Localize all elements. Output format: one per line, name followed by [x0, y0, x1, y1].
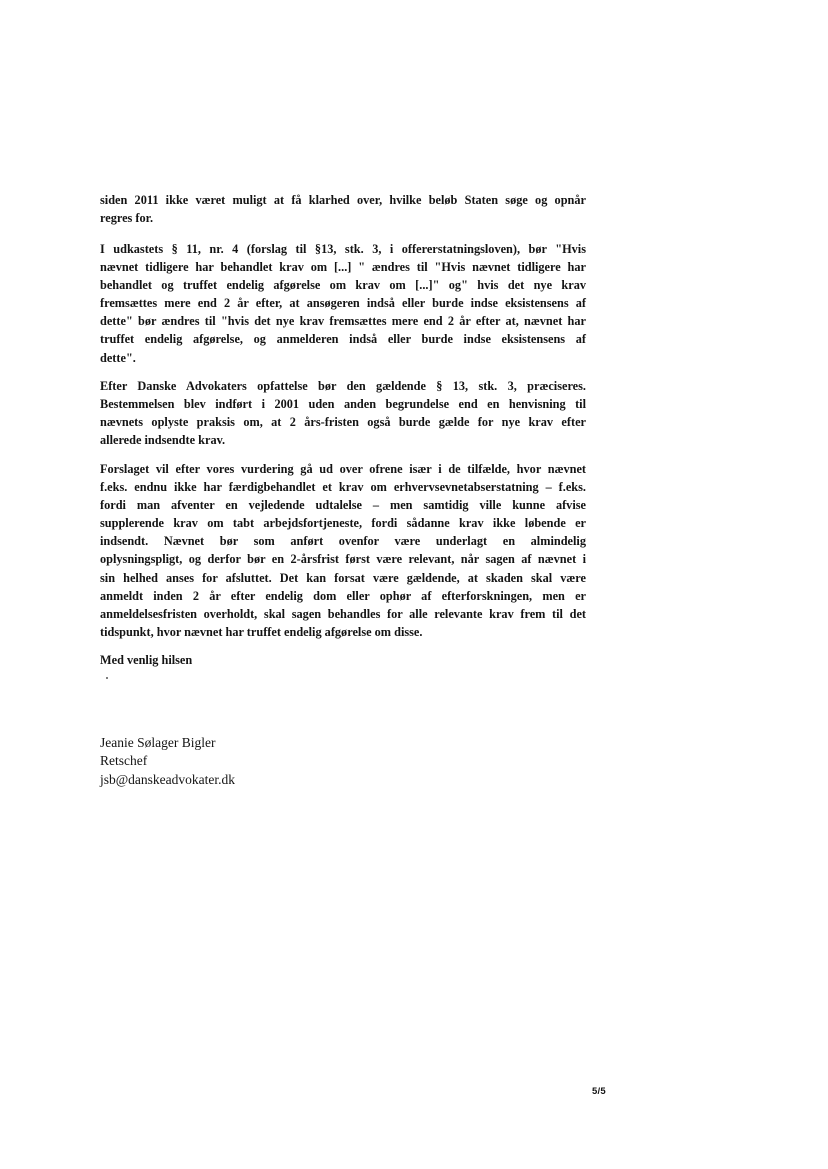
- text-line: dette".: [100, 350, 136, 365]
- text-line: sin helhed anses for afsluttet. Det kan forsat være gældende, at skaden skal være: [100, 570, 586, 585]
- signature-title: Retschef: [100, 753, 148, 769]
- text-line: siden 2011 ikke været muligt at få klarhed over, hvilke beløb Staten søge og opnår: [100, 193, 586, 207]
- text-line: truffet endelig afgørelse, og anmelderen indså eller burde indse eksistensens af: [100, 332, 586, 347]
- text-line: oplysningspligt, og derfor bør en 2-årsfrist først være relevant, når sagen af nævnet i: [100, 552, 586, 567]
- text-line: f.eks. endnu ikke har færdigbehandlet et krav om erhvervsevnetabserstatning – f.eks.: [100, 480, 586, 495]
- text-line: tidspunkt, hvor nævnet har truffet endelig afgørelse om disse.: [100, 624, 423, 639]
- paragraph-regres: [100, 191, 586, 227]
- paragraph-udkast: [100, 240, 586, 367]
- text-line: nævnets oplyste praksis om, at 2 års-fristen også burde gælde for nye krav efter: [100, 415, 586, 430]
- signature-email: jsb@danskeadvokater.dk: [100, 771, 236, 787]
- text-line: Forslaget vil efter vores vurdering gå ud over ofrene især i de tilfælde, hvor nævnet: [100, 462, 586, 476]
- text-line: anmeldt inden 2 år efter endelig dom eller ophør af efterforskningen, men er: [100, 588, 586, 603]
- text-line: anmeldelsesfristen overholdt, skal sagen behandles for alle relevante krav frem til det: [100, 606, 586, 621]
- text-line: behandlet og truffet endelig afgørelse om krav om [...]" og" hvis det nye krav: [100, 278, 586, 293]
- text-line: regres for.: [100, 211, 154, 226]
- text-line: fordi man afventer en vejledende udtalelse – men samtidig ville kunne afvise: [100, 498, 586, 513]
- paragraph-forslaget: [100, 460, 586, 641]
- scan-speck: [106, 677, 108, 679]
- text-line: Bestemmelsen blev indført i 2001 uden anden begrundelse end en henvisning til: [100, 397, 586, 412]
- paragraph-opfattelse: [100, 377, 586, 449]
- page-number: 5/5: [592, 1086, 606, 1097]
- text-line: I udkastets § 11, nr. 4 (forslag til §13, stk. 3, i offererstatningsloven), bør "Hvis: [100, 242, 586, 256]
- signature-block: [100, 734, 235, 789]
- text-line: fremsættes mere end 2 år efter, at ansøgeren indså eller burde indse eksistensens af: [100, 296, 586, 311]
- text-line: Efter Danske Advokaters opfattelse bør den gældende § 13, stk. 3, præciseres.: [100, 379, 586, 393]
- signature-name: Jeanie Sølager Bigler: [100, 735, 216, 750]
- text-line: dette" bør ændres til "hvis det nye krav fremsættes mere end 2 år efter at, nævnet har: [100, 314, 586, 329]
- text-line: supplerende krav om tabt arbejdsfortjeneste, fordi sådanne krav ikke løbende er: [100, 516, 586, 531]
- closing-salutation: Med venlig hilsen: [100, 653, 193, 667]
- text-line: nævnet tidligere har behandlet krav om [...] " ændres til "Hvis nævnet tidligere har: [100, 260, 586, 275]
- text-line: indsendt. Nævnet bør som anført ovenfor være underlagt en almindelig: [100, 534, 586, 549]
- text-line: allerede indsendte krav.: [100, 433, 226, 448]
